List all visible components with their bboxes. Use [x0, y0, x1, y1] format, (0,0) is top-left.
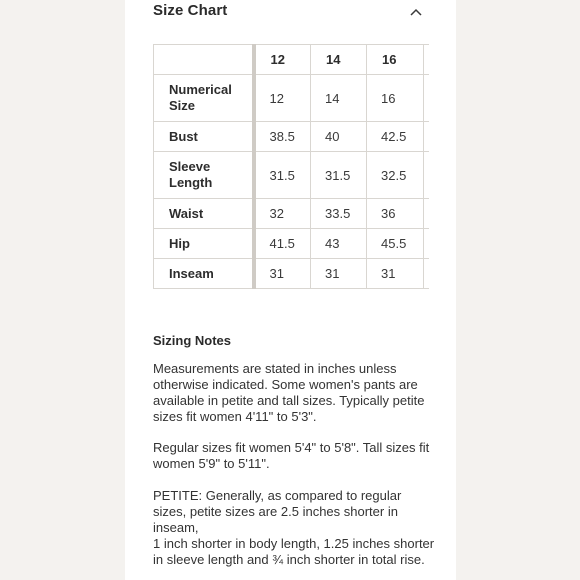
table-row	[154, 259, 430, 289]
row-label: Hip	[154, 229, 254, 259]
table-row	[154, 75, 430, 122]
table-cell: 12	[254, 75, 311, 122]
row-label: Bust	[154, 122, 254, 152]
table-header-row	[154, 45, 430, 75]
table-cell: 14	[311, 75, 367, 122]
size-chart-header[interactable]	[153, 0, 428, 24]
table-cell: 32	[254, 199, 311, 229]
table-cell: 31	[311, 259, 367, 289]
table-row	[154, 199, 430, 229]
table-cell: 31	[367, 259, 424, 289]
table-cell-overflow	[424, 75, 430, 122]
chevron-up-icon[interactable]	[410, 8, 422, 16]
table-cell: 32.5	[367, 152, 424, 199]
table-cell: 40	[311, 122, 367, 152]
column-header: 12	[254, 45, 311, 75]
table-cell-overflow	[424, 199, 430, 229]
sizing-note-paragraph: Regular sizes fit women 5'4" to 5'8". Tall sizes fit women 5'9" to 5'11".	[153, 440, 430, 471]
table-cell: 41.5	[254, 229, 311, 259]
column-header-overflow	[424, 45, 430, 75]
table-cell-overflow	[424, 229, 430, 259]
table-corner-cell	[154, 45, 254, 75]
sizing-note-paragraph: Measurements are stated in inches unless otherwise indicated. Some women's pants are available in petite and tall sizes. Typically petite sizes fit women 4'11" to 5'3".	[153, 361, 425, 424]
table-cell-overflow	[424, 152, 430, 199]
column-header: 16	[367, 45, 424, 75]
table-cell: 42.5	[367, 122, 424, 152]
table-cell: 36	[367, 199, 424, 229]
table-cell: 31.5	[311, 152, 367, 199]
size-table-container[interactable]	[153, 44, 429, 294]
table-cell-overflow	[424, 259, 430, 289]
sizing-note-paragraph: PETITE: Generally, as compared to regular sizes, petite sizes are 2.5 inches shorter in inseam,	[153, 488, 402, 535]
size-chart-title: Size Chart	[153, 2, 228, 19]
column-header: 14	[311, 45, 367, 75]
table-cell: 16	[367, 75, 424, 122]
table-row	[154, 122, 430, 152]
table-row	[154, 229, 430, 259]
table-row	[154, 152, 430, 199]
row-label: Waist	[154, 199, 254, 229]
table-cell: 45.5	[367, 229, 424, 259]
row-label: Sleeve Length	[154, 152, 254, 199]
table-cell-overflow	[424, 122, 430, 152]
size-table	[153, 44, 429, 289]
row-label: Inseam	[154, 259, 254, 289]
table-cell: 38.5	[254, 122, 311, 152]
size-chart-panel	[125, 0, 456, 580]
sizing-note-paragraph: 1 inch shorter in body length, 1.25 inches shorter in sleeve length and ¾ inch shorter in total rise.	[153, 536, 435, 567]
sizing-notes-title: Sizing Notes	[153, 333, 232, 348]
table-cell: 43	[311, 229, 367, 259]
table-cell: 31	[254, 259, 311, 289]
table-cell: 31.5	[254, 152, 311, 199]
row-label: Numerical Size	[154, 75, 254, 122]
table-cell: 33.5	[311, 199, 367, 229]
